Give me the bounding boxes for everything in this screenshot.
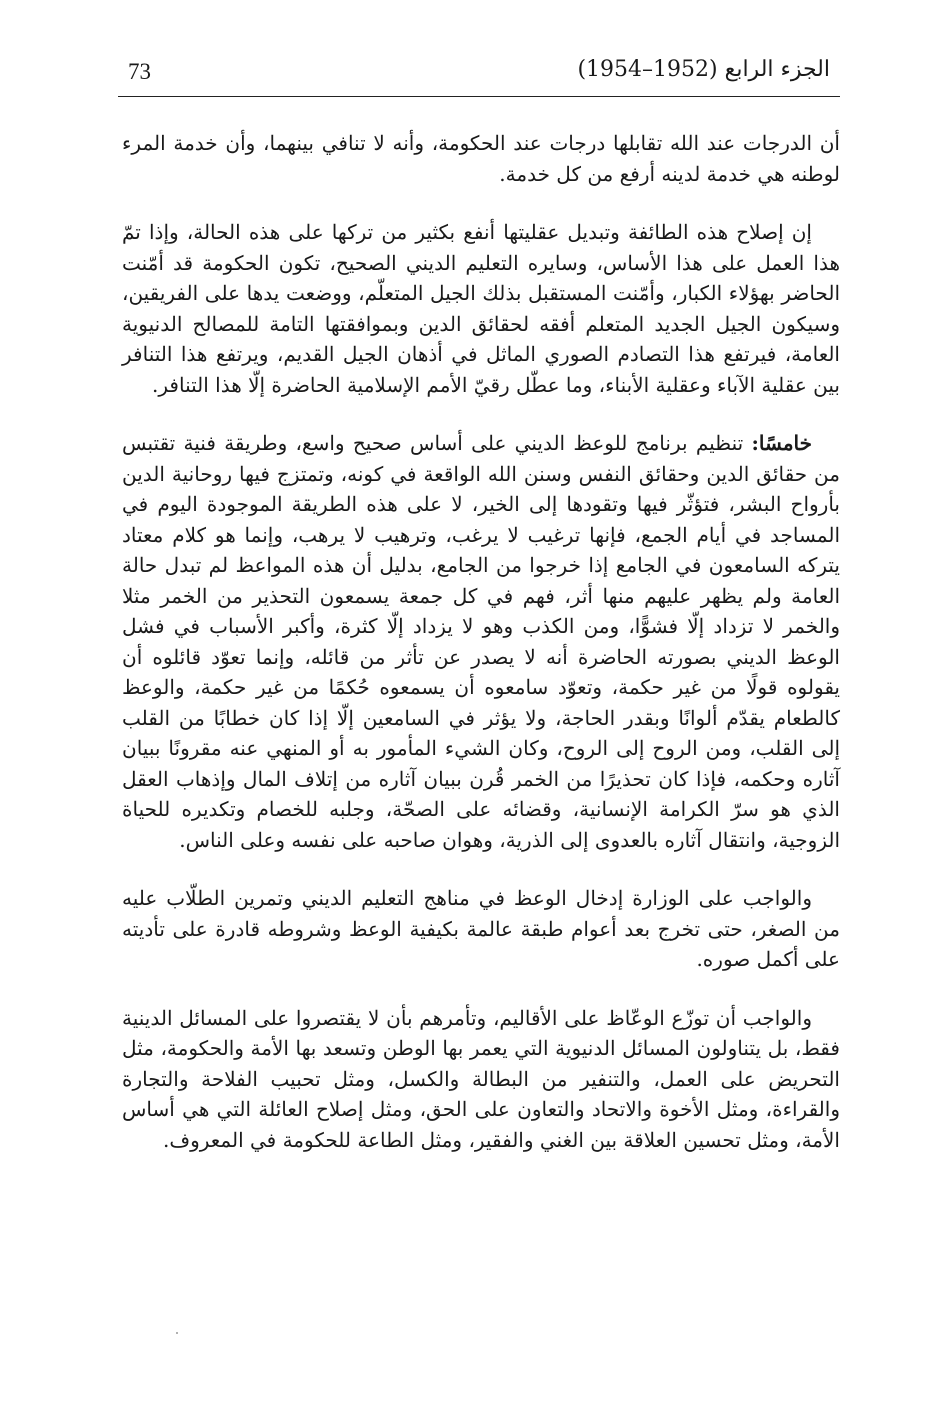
page-number: 73 xyxy=(128,59,151,84)
paragraph-2: إن إصلاح هذه الطائفة وتبديل عقليتها أنفع بكثير من تركها على هذه الحالة، وإذا تمّ هذا العمل على هذا الأساس، وسايره التعليم الديني الصحيح، تكون الحكومة قد أمّنت الحاضر بهؤلاء الكبار، وأمّنت المستقبل بذلك الجيل المتعلّم، ووضعت يدها على الفريقين، وسيكون الجيل الجديد المتعلم أفقه لحقائق الدين وبموافقتها التامة للمصالح الدنيوية العامة، فيرتفع هذا التصادم الصوري الماثل في أذهان الجيل القديم، ويرتفع هذا التنافر بين عقلية الآباء وعقلية الأبناء، وما عطّل رقيّ الأمم الإسلامية الحاضرة إلّا هذا التنافر. xyxy=(122,220,840,397)
section-lead: خامسًا: xyxy=(751,431,812,455)
paragraph-5: والواجب أن توزّع الوعّاظ على الأقاليم، وتأمرهم بأن لا يقتصروا على المسائل الدينية فقط، بل يتناولون المسائل الدنيوية التي يعمر بها الوطن وتسعد بها الأمة والحكومة، مثل التحريض على العمل، والتنفير من البطالة والكسل، ومثل تحبيب الفلاحة والتجارة والقراءة، ومثل الأخوة والاتحاد والتعاون على الحق، ومثل إصلاح العائلة التي هي أساس الأمة، ومثل تحسين العلاقة بين الغني والفقير، ومثل الطاعة للحكومة في المعروف. xyxy=(122,1005,840,1152)
running-head: الجزء الرابع (1952–1954) xyxy=(577,57,830,82)
paragraph-3: خامسًا: تنظيم برنامج للوعظ الديني على أساس صحيح واسع، وطريقة فنية تقتبس من حقائق الدين وحقائق النفس وسنن الله الواقعة في كونه، وتمتزج فيها روحانية الدين بأرواح البشر، فتؤثّر فيها وتقودها إلى الخير، لا على هذه الطريقة الموجودة اليوم في المساجد في أيام الجمع، فإنها ترغيب لا يرغب، وترهيب لا يرهب، وإنما هو كلام معتاد يتركه السامعون في الجامع إذا خرجوا من الجامع، بدليل أن هذه المواعظ لم تبدل حالة العامة ولم يظهر عليهم منها أثر، فهم في كل جمعة يسمعون التحذير من الخمر مثلا والخمر لا تزداد إلّا فشوًّا، ومن الكذب وهو لا يزداد إلّا كثرة، وأكبر الأسباب في فشل الوعظ الديني بصورته الحاضرة أنه لا يصدر عن تأثر من قائله، وإنما تعوّد قائلوه أن يقولوه قولًا من غير حكمة، وتعوّد سامعوه أن يسمعوه حُكمًا من غير حكمة، والوعظ كالطعام يقدّم ألوانًا وبقدر الحاجة، ولا يؤثر في السامعين إلّا إذا كان خطابًا من القلب إلى القلب، ومن الروح إلى الروح، وكان الشيء المأمور به أو المنهي عنه مقرونًا ببيان آثاره وحكمه، فإذا كان تحذيرًا من الخمر قُرن ببيان آثاره من إتلاف المال وإذهاب العقل الذي هو سرّ الكرامة الإنسانية، وقضائه على الصحّة، وجلبه للخصام وتكديره للحياة الزوجية، وانتقال آثاره بالعدوى إلى الذرية، وهوان صاحبه على نفسه وعلى الناس. xyxy=(122,431,840,852)
page-header xyxy=(118,55,830,95)
page-mark xyxy=(176,1332,178,1334)
paragraph-1: أن الدرجات عند الله تقابلها درجات عند الحكومة، وأنه لا تنافي بينهما، وأن خدمة المرء لوطنه هي خدمة لدينه أرفع من كل خدمة. xyxy=(122,131,840,186)
header-rule xyxy=(118,96,840,97)
body-text xyxy=(122,128,840,1183)
paragraph-4: والواجب على الوزارة إدخال الوعظ في مناهج التعليم الديني وتمرين الطلّاب عليه من الصغر، حتى تخرج بعد أعوام طبقة عالمة بكيفية الوعظ وشروطه قادرة على تأديته على أكمل صوره. xyxy=(122,886,840,971)
